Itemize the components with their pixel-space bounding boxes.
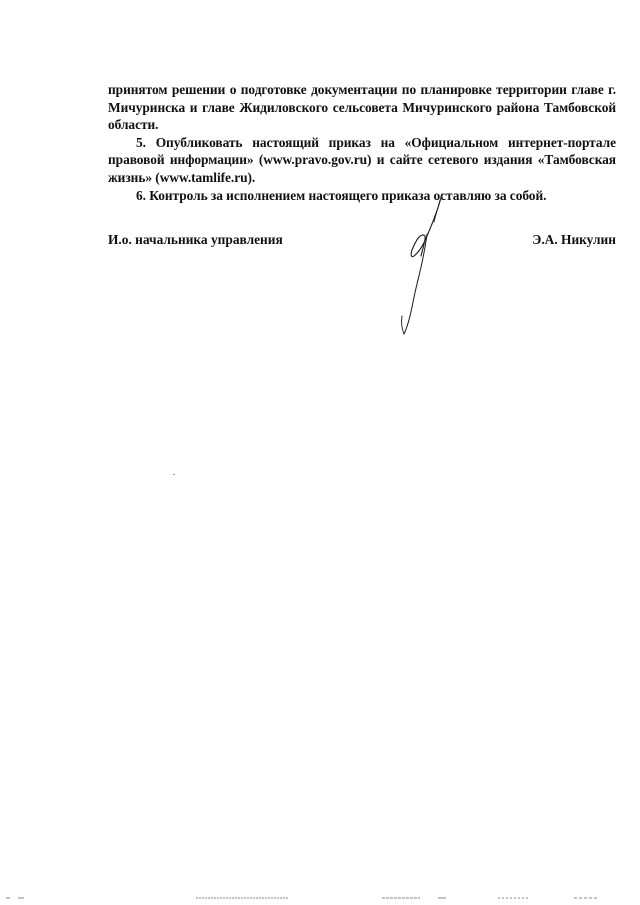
scan-speck — [173, 474, 175, 475]
document-body — [108, 81, 616, 204]
signature-block — [108, 232, 616, 252]
paragraph-continuation: принятом решении о подготовке документации по планировке территории главе г. Мичуринска и главе Жидиловского сельсовета Мичуринского района Тамбовской области. — [108, 82, 616, 133]
item-5-publish: 5. Опубликовать настоящий приказ на «Официальном интернет-портале правовой информации» (www.pravo.gov.ru) и сайте сетевого издания «Тамбовская жизнь» (www.tamlife.ru). — [108, 134, 616, 185]
item-6-control: 6. Контроль за исполнением настоящего приказа оставляю за собой. — [136, 187, 547, 203]
signatory-name: Э.А. Никулин — [532, 232, 616, 247]
signatory-role: И.о. начальника управления — [108, 232, 283, 247]
scan-footer-artifacts — [0, 893, 640, 903]
handwritten-signature — [392, 192, 456, 340]
